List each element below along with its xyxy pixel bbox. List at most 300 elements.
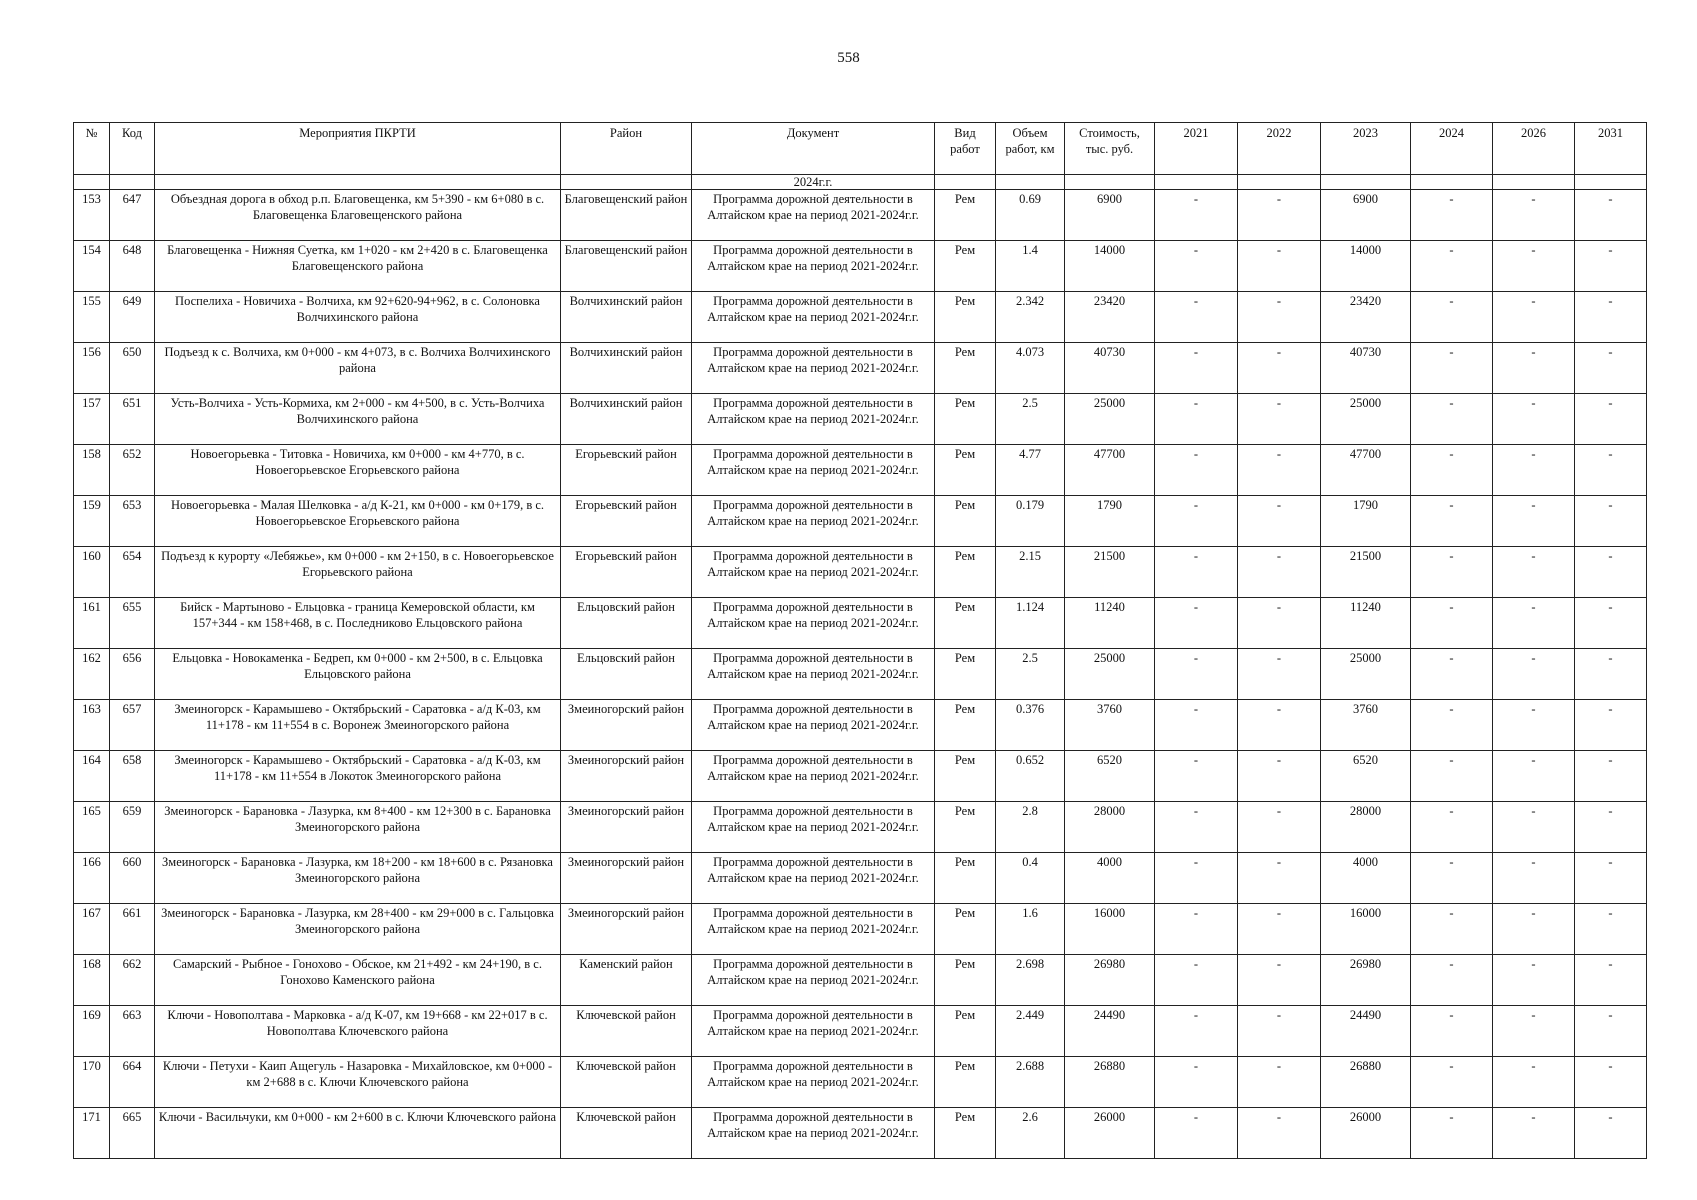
work-type-cell: Рем	[935, 955, 996, 1006]
column-header-year-2022: 2022	[1238, 123, 1321, 175]
continuation-year-2024-cell	[1411, 175, 1493, 190]
cost-cell: 14000	[1065, 241, 1155, 292]
year-2021-cell: -	[1155, 700, 1238, 751]
continuation-work-type-cell	[935, 175, 996, 190]
activity-cell: Усть-Волчиха - Усть-Кормиха, км 2+000 - км 4+500, в с. Усть-Волчиха Волчихинского района	[155, 394, 561, 445]
year-2022-cell: -	[1238, 241, 1321, 292]
volume-cell: 1.6	[996, 904, 1065, 955]
year-2024-cell: -	[1411, 904, 1493, 955]
document-cell: Программа дорожной деятельности в Алтайском крае на период 2021-2024г.г.	[692, 343, 935, 394]
continuation-cost-cell	[1065, 175, 1155, 190]
row-number-cell: 158	[74, 445, 110, 496]
document-cell: Программа дорожной деятельности в Алтайском крае на период 2021-2024г.г.	[692, 649, 935, 700]
volume-cell: 2.15	[996, 547, 1065, 598]
volume-cell: 1.4	[996, 241, 1065, 292]
row-number-cell: 159	[74, 496, 110, 547]
table-row	[74, 649, 1647, 700]
work-type-cell: Рем	[935, 190, 996, 241]
column-header-activity: Мероприятия ПКРТИ	[155, 123, 561, 175]
year-2024-cell: -	[1411, 445, 1493, 496]
year-2026-cell: -	[1493, 700, 1575, 751]
year-2026-cell: -	[1493, 1006, 1575, 1057]
row-number-cell: 168	[74, 955, 110, 1006]
year-2021-cell: -	[1155, 853, 1238, 904]
year-2031-cell: -	[1575, 496, 1647, 547]
document-cell: Программа дорожной деятельности в Алтайском крае на период 2021-2024г.г.	[692, 1057, 935, 1108]
document-cell: Программа дорожной деятельности в Алтайском крае на период 2021-2024г.г.	[692, 190, 935, 241]
volume-cell: 1.124	[996, 598, 1065, 649]
work-type-cell: Рем	[935, 598, 996, 649]
year-2026-cell: -	[1493, 394, 1575, 445]
table-row	[74, 802, 1647, 853]
district-cell: Змеиногорский район	[561, 904, 692, 955]
cost-cell: 4000	[1065, 853, 1155, 904]
cost-cell: 47700	[1065, 445, 1155, 496]
year-2024-cell: -	[1411, 700, 1493, 751]
row-number-cell: 169	[74, 1006, 110, 1057]
year-2022-cell: -	[1238, 904, 1321, 955]
table-row	[74, 751, 1647, 802]
year-2031-cell: -	[1575, 1057, 1647, 1108]
year-2021-cell: -	[1155, 649, 1238, 700]
year-2031-cell: -	[1575, 802, 1647, 853]
work-type-cell: Рем	[935, 445, 996, 496]
code-cell: 660	[110, 853, 155, 904]
code-cell: 651	[110, 394, 155, 445]
year-2021-cell: -	[1155, 343, 1238, 394]
year-2026-cell: -	[1493, 1108, 1575, 1159]
work-type-cell: Рем	[935, 1108, 996, 1159]
year-2024-cell: -	[1411, 394, 1493, 445]
year-2031-cell: -	[1575, 547, 1647, 598]
year-2026-cell: -	[1493, 955, 1575, 1006]
year-2031-cell: -	[1575, 445, 1647, 496]
code-cell: 661	[110, 904, 155, 955]
code-cell: 665	[110, 1108, 155, 1159]
volume-cell: 0.4	[996, 853, 1065, 904]
code-cell: 649	[110, 292, 155, 343]
row-number-cell: 157	[74, 394, 110, 445]
volume-cell: 2.342	[996, 292, 1065, 343]
activity-cell: Змеиногорск - Барановка - Лазурка, км 28+400 - км 29+000 в с. Гальцовка Змеиногорского района	[155, 904, 561, 955]
code-cell: 653	[110, 496, 155, 547]
year-2024-cell: -	[1411, 343, 1493, 394]
row-number-cell: 156	[74, 343, 110, 394]
year-2026-cell: -	[1493, 190, 1575, 241]
document-cell: Программа дорожной деятельности в Алтайском крае на период 2021-2024г.г.	[692, 598, 935, 649]
column-header-volume: Объем работ, км	[996, 123, 1065, 175]
row-number-cell: 162	[74, 649, 110, 700]
volume-cell: 0.652	[996, 751, 1065, 802]
table-header-row	[74, 123, 1647, 175]
year-2023-cell: 24490	[1321, 1006, 1411, 1057]
year-2024-cell: -	[1411, 802, 1493, 853]
year-2031-cell: -	[1575, 751, 1647, 802]
row-number-cell: 166	[74, 853, 110, 904]
district-cell: Благовещенский район	[561, 190, 692, 241]
document-cell: Программа дорожной деятельности в Алтайском крае на период 2021-2024г.г.	[692, 292, 935, 343]
code-cell: 652	[110, 445, 155, 496]
district-cell: Змеиногорский район	[561, 751, 692, 802]
code-cell: 647	[110, 190, 155, 241]
document-cell: Программа дорожной деятельности в Алтайском крае на период 2021-2024г.г.	[692, 547, 935, 598]
work-type-cell: Рем	[935, 853, 996, 904]
activity-cell: Подъезд к курорту «Лебяжье», км 0+000 - км 2+150, в с. Новоегорьевское Егорьевского района	[155, 547, 561, 598]
year-2021-cell: -	[1155, 547, 1238, 598]
district-cell: Егорьевский район	[561, 445, 692, 496]
column-header-year-2031: 2031	[1575, 123, 1647, 175]
activity-cell: Благовещенка - Нижняя Суетка, км 1+020 - км 2+420 в с. Благовещенка Благовещенского района	[155, 241, 561, 292]
document-cell: Программа дорожной деятельности в Алтайском крае на период 2021-2024г.г.	[692, 394, 935, 445]
column-header-district: Район	[561, 123, 692, 175]
activity-cell: Ключи - Васильчуки, км 0+000 - км 2+600 в с. Ключи Ключевского района	[155, 1108, 561, 1159]
year-2031-cell: -	[1575, 955, 1647, 1006]
volume-cell: 2.5	[996, 649, 1065, 700]
continuation-row	[74, 175, 1647, 190]
column-header-year-2023: 2023	[1321, 123, 1411, 175]
year-2022-cell: -	[1238, 1108, 1321, 1159]
table-row	[74, 292, 1647, 343]
table-row	[74, 1108, 1647, 1159]
column-header-work-type: Вид работ	[935, 123, 996, 175]
district-cell: Змеиногорский район	[561, 802, 692, 853]
year-2024-cell: -	[1411, 649, 1493, 700]
document-cell: Программа дорожной деятельности в Алтайском крае на период 2021-2024г.г.	[692, 853, 935, 904]
year-2023-cell: 11240	[1321, 598, 1411, 649]
year-2022-cell: -	[1238, 649, 1321, 700]
work-type-cell: Рем	[935, 751, 996, 802]
cost-cell: 21500	[1065, 547, 1155, 598]
year-2022-cell: -	[1238, 496, 1321, 547]
year-2023-cell: 6520	[1321, 751, 1411, 802]
row-number-cell: 154	[74, 241, 110, 292]
year-2024-cell: -	[1411, 190, 1493, 241]
year-2023-cell: 26000	[1321, 1108, 1411, 1159]
volume-cell: 2.688	[996, 1057, 1065, 1108]
year-2031-cell: -	[1575, 649, 1647, 700]
district-cell: Ельцовский район	[561, 598, 692, 649]
table-row	[74, 1057, 1647, 1108]
year-2031-cell: -	[1575, 1108, 1647, 1159]
document-cell: Программа дорожной деятельности в Алтайском крае на период 2021-2024г.г.	[692, 751, 935, 802]
table-row	[74, 955, 1647, 1006]
year-2021-cell: -	[1155, 1006, 1238, 1057]
year-2022-cell: -	[1238, 700, 1321, 751]
year-2022-cell: -	[1238, 394, 1321, 445]
cost-cell: 26000	[1065, 1108, 1155, 1159]
column-header-year-2026: 2026	[1493, 123, 1575, 175]
document-cell: Программа дорожной деятельности в Алтайском крае на период 2021-2024г.г.	[692, 496, 935, 547]
year-2021-cell: -	[1155, 241, 1238, 292]
year-2022-cell: -	[1238, 802, 1321, 853]
year-2031-cell: -	[1575, 343, 1647, 394]
year-2023-cell: 47700	[1321, 445, 1411, 496]
volume-cell: 0.376	[996, 700, 1065, 751]
work-type-cell: Рем	[935, 1006, 996, 1057]
cost-cell: 25000	[1065, 394, 1155, 445]
column-header-year-2021: 2021	[1155, 123, 1238, 175]
year-2021-cell: -	[1155, 802, 1238, 853]
volume-cell: 0.69	[996, 190, 1065, 241]
year-2026-cell: -	[1493, 853, 1575, 904]
year-2026-cell: -	[1493, 802, 1575, 853]
year-2022-cell: -	[1238, 1057, 1321, 1108]
year-2024-cell: -	[1411, 1006, 1493, 1057]
year-2021-cell: -	[1155, 496, 1238, 547]
year-2031-cell: -	[1575, 394, 1647, 445]
year-2026-cell: -	[1493, 445, 1575, 496]
row-number-cell: 155	[74, 292, 110, 343]
table-row	[74, 496, 1647, 547]
year-2031-cell: -	[1575, 700, 1647, 751]
volume-cell: 2.449	[996, 1006, 1065, 1057]
code-cell: 663	[110, 1006, 155, 1057]
district-cell: Каменский район	[561, 955, 692, 1006]
year-2024-cell: -	[1411, 547, 1493, 598]
year-2021-cell: -	[1155, 1108, 1238, 1159]
table-row	[74, 700, 1647, 751]
continuation-year-2021-cell	[1155, 175, 1238, 190]
year-2026-cell: -	[1493, 496, 1575, 547]
activity-cell: Змеиногорск - Барановка - Лазурка, км 18+200 - км 18+600 в с. Рязановка Змеиногорского района	[155, 853, 561, 904]
document-cell: Программа дорожной деятельности в Алтайском крае на период 2021-2024г.г.	[692, 700, 935, 751]
code-cell: 648	[110, 241, 155, 292]
year-2024-cell: -	[1411, 598, 1493, 649]
year-2021-cell: -	[1155, 292, 1238, 343]
district-cell: Волчихинский район	[561, 343, 692, 394]
continuation-code-cell	[110, 175, 155, 190]
work-type-cell: Рем	[935, 547, 996, 598]
activity-cell: Змеиногорск - Карамышево - Октябрьский - Саратовка - а/д К-03, км 11+178 - км 11+554 в Локоток Змеиногорского района	[155, 751, 561, 802]
cost-cell: 3760	[1065, 700, 1155, 751]
district-cell: Егорьевский район	[561, 496, 692, 547]
year-2023-cell: 25000	[1321, 649, 1411, 700]
code-cell: 654	[110, 547, 155, 598]
district-cell: Змеиногорский район	[561, 853, 692, 904]
code-cell: 659	[110, 802, 155, 853]
year-2021-cell: -	[1155, 598, 1238, 649]
year-2023-cell: 23420	[1321, 292, 1411, 343]
year-2023-cell: 14000	[1321, 241, 1411, 292]
year-2024-cell: -	[1411, 241, 1493, 292]
code-cell: 656	[110, 649, 155, 700]
document-cell: Программа дорожной деятельности в Алтайском крае на период 2021-2024г.г.	[692, 241, 935, 292]
table-row	[74, 445, 1647, 496]
continuation-activity-cell	[155, 175, 561, 190]
row-number-cell: 164	[74, 751, 110, 802]
row-number-cell: 165	[74, 802, 110, 853]
work-type-cell: Рем	[935, 700, 996, 751]
activity-cell: Подъезд к с. Волчиха, км 0+000 - км 4+073, в с. Волчиха Волчихинского района	[155, 343, 561, 394]
continuation-year-2023-cell	[1321, 175, 1411, 190]
continuation-row-number-cell	[74, 175, 110, 190]
activity-cell: Бийск - Мартыново - Ельцовка - граница Кемеровской области, км 157+344 - км 158+468, в с. Последниково Ельцовского района	[155, 598, 561, 649]
continuation-volume-cell	[996, 175, 1065, 190]
work-type-cell: Рем	[935, 241, 996, 292]
work-type-cell: Рем	[935, 904, 996, 955]
work-type-cell: Рем	[935, 292, 996, 343]
year-2023-cell: 40730	[1321, 343, 1411, 394]
work-type-cell: Рем	[935, 496, 996, 547]
code-cell: 662	[110, 955, 155, 1006]
year-2022-cell: -	[1238, 853, 1321, 904]
document-cell: Программа дорожной деятельности в Алтайском крае на период 2021-2024г.г.	[692, 445, 935, 496]
year-2024-cell: -	[1411, 496, 1493, 547]
row-number-cell: 153	[74, 190, 110, 241]
activity-cell: Ключи - Новополтава - Марковка - а/д К-07, км 19+668 - км 22+017 в с. Новополтава Ключевского района	[155, 1006, 561, 1057]
table-row	[74, 547, 1647, 598]
continuation-year-2031-cell	[1575, 175, 1647, 190]
table-row	[74, 343, 1647, 394]
activity-cell: Новоегорьевка - Титовка - Новичиха, км 0+000 - км 4+770, в с. Новоегорьевское Егорьевского района	[155, 445, 561, 496]
year-2023-cell: 26980	[1321, 955, 1411, 1006]
district-cell: Ключевской район	[561, 1006, 692, 1057]
table-row	[74, 1006, 1647, 1057]
year-2026-cell: -	[1493, 904, 1575, 955]
year-2026-cell: -	[1493, 292, 1575, 343]
table-row	[74, 853, 1647, 904]
work-type-cell: Рем	[935, 649, 996, 700]
year-2026-cell: -	[1493, 1057, 1575, 1108]
district-cell: Ельцовский район	[561, 649, 692, 700]
cost-cell: 40730	[1065, 343, 1155, 394]
row-number-cell: 170	[74, 1057, 110, 1108]
cost-cell: 24490	[1065, 1006, 1155, 1057]
year-2021-cell: -	[1155, 445, 1238, 496]
year-2031-cell: -	[1575, 598, 1647, 649]
column-header-year-2024: 2024	[1411, 123, 1493, 175]
district-cell: Волчихинский район	[561, 394, 692, 445]
year-2023-cell: 21500	[1321, 547, 1411, 598]
activity-cell: Самарский - Рыбное - Гонохово - Обское, км 21+492 - км 24+190, в с. Гонохово Каменского района	[155, 955, 561, 1006]
cost-cell: 6900	[1065, 190, 1155, 241]
continuation-year-2026-cell	[1493, 175, 1575, 190]
table-row	[74, 904, 1647, 955]
cost-cell: 28000	[1065, 802, 1155, 853]
volume-cell: 4.073	[996, 343, 1065, 394]
work-type-cell: Рем	[935, 802, 996, 853]
continuation-district-cell	[561, 175, 692, 190]
year-2023-cell: 4000	[1321, 853, 1411, 904]
table-row	[74, 394, 1647, 445]
road-works-table	[73, 122, 1647, 1159]
code-cell: 658	[110, 751, 155, 802]
year-2023-cell: 25000	[1321, 394, 1411, 445]
year-2021-cell: -	[1155, 751, 1238, 802]
year-2021-cell: -	[1155, 190, 1238, 241]
row-number-cell: 160	[74, 547, 110, 598]
year-2023-cell: 28000	[1321, 802, 1411, 853]
year-2022-cell: -	[1238, 445, 1321, 496]
column-header-row-number: №	[74, 123, 110, 175]
cost-cell: 6520	[1065, 751, 1155, 802]
district-cell: Волчихинский район	[561, 292, 692, 343]
year-2026-cell: -	[1493, 598, 1575, 649]
cost-cell: 26880	[1065, 1057, 1155, 1108]
district-cell: Ключевской район	[561, 1057, 692, 1108]
cost-cell: 25000	[1065, 649, 1155, 700]
district-cell: Ключевской район	[561, 1108, 692, 1159]
year-2026-cell: -	[1493, 649, 1575, 700]
year-2023-cell: 6900	[1321, 190, 1411, 241]
work-type-cell: Рем	[935, 343, 996, 394]
year-2022-cell: -	[1238, 1006, 1321, 1057]
row-number-cell: 161	[74, 598, 110, 649]
activity-cell: Ельцовка - Новокаменка - Бедреп, км 0+000 - км 2+500, в с. Ельцовка Ельцовского района	[155, 649, 561, 700]
volume-cell: 0.179	[996, 496, 1065, 547]
code-cell: 655	[110, 598, 155, 649]
activity-cell: Новоегорьевка - Малая Шелковка - а/д К-21, км 0+000 - км 0+179, в с. Новоегорьевское Егорьевского района	[155, 496, 561, 547]
year-2024-cell: -	[1411, 1108, 1493, 1159]
year-2023-cell: 3760	[1321, 700, 1411, 751]
volume-cell: 2.5	[996, 394, 1065, 445]
continuation-year-2022-cell	[1238, 175, 1321, 190]
year-2024-cell: -	[1411, 853, 1493, 904]
activity-cell: Змеиногорск - Карамышево - Октябрьский - Саратовка - а/д К-03, км 11+178 - км 11+554 в с. Воронеж Змеиногорского района	[155, 700, 561, 751]
volume-cell: 2.6	[996, 1108, 1065, 1159]
year-2021-cell: -	[1155, 394, 1238, 445]
cost-cell: 11240	[1065, 598, 1155, 649]
column-header-document: Документ	[692, 123, 935, 175]
year-2026-cell: -	[1493, 241, 1575, 292]
year-2024-cell: -	[1411, 751, 1493, 802]
table-row	[74, 190, 1647, 241]
row-number-cell: 167	[74, 904, 110, 955]
document-cell: Программа дорожной деятельности в Алтайском крае на период 2021-2024г.г.	[692, 1006, 935, 1057]
year-2022-cell: -	[1238, 598, 1321, 649]
year-2023-cell: 26880	[1321, 1057, 1411, 1108]
activity-cell: Ключи - Петухи - Каип Ащегуль - Назаровка - Михайловское, км 0+000 - км 2+688 в с. Ключи Ключевского района	[155, 1057, 561, 1108]
document-cell: Программа дорожной деятельности в Алтайском крае на период 2021-2024г.г.	[692, 1108, 935, 1159]
table-row	[74, 598, 1647, 649]
year-2026-cell: -	[1493, 751, 1575, 802]
volume-cell: 2.8	[996, 802, 1065, 853]
continuation-document-cell: 2024г.г.	[692, 175, 935, 190]
year-2026-cell: -	[1493, 547, 1575, 598]
year-2022-cell: -	[1238, 343, 1321, 394]
column-header-cost: Стоимость, тыс. руб.	[1065, 123, 1155, 175]
table-body	[74, 175, 1647, 1159]
code-cell: 650	[110, 343, 155, 394]
table-row	[74, 241, 1647, 292]
year-2024-cell: -	[1411, 955, 1493, 1006]
cost-cell: 23420	[1065, 292, 1155, 343]
volume-cell: 4.77	[996, 445, 1065, 496]
year-2022-cell: -	[1238, 955, 1321, 1006]
cost-cell: 16000	[1065, 904, 1155, 955]
code-cell: 657	[110, 700, 155, 751]
year-2021-cell: -	[1155, 955, 1238, 1006]
page-number: 558	[837, 50, 860, 66]
year-2023-cell: 16000	[1321, 904, 1411, 955]
year-2021-cell: -	[1155, 1057, 1238, 1108]
year-2024-cell: -	[1411, 292, 1493, 343]
document-cell: Программа дорожной деятельности в Алтайском крае на период 2021-2024г.г.	[692, 955, 935, 1006]
year-2031-cell: -	[1575, 292, 1647, 343]
cost-cell: 26980	[1065, 955, 1155, 1006]
year-2026-cell: -	[1493, 343, 1575, 394]
year-2031-cell: -	[1575, 904, 1647, 955]
activity-cell: Поспелиха - Новичиха - Волчиха, км 92+620-94+962, в с. Солоновка Волчихинского района	[155, 292, 561, 343]
row-number-cell: 171	[74, 1108, 110, 1159]
year-2023-cell: 1790	[1321, 496, 1411, 547]
year-2022-cell: -	[1238, 547, 1321, 598]
year-2022-cell: -	[1238, 751, 1321, 802]
work-type-cell: Рем	[935, 394, 996, 445]
code-cell: 664	[110, 1057, 155, 1108]
row-number-cell: 163	[74, 700, 110, 751]
district-cell: Благовещенский район	[561, 241, 692, 292]
